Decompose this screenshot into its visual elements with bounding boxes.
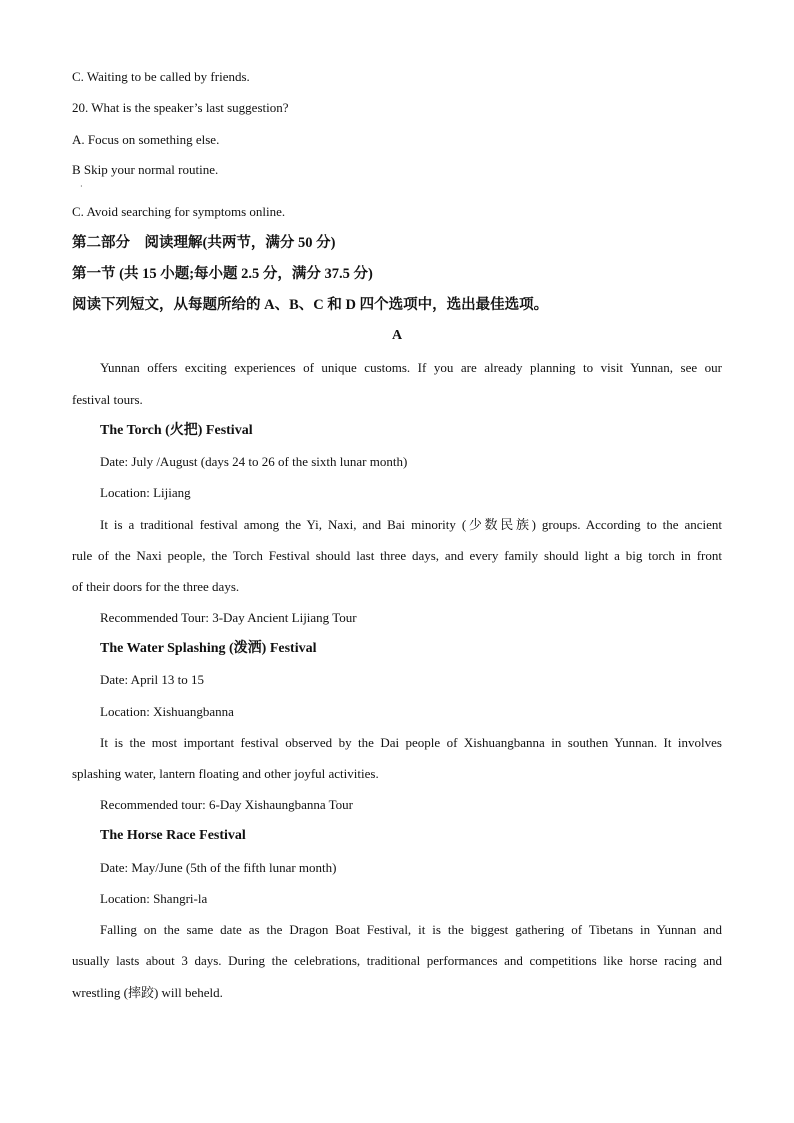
festival-date: Date: April 13 to 15: [100, 672, 204, 687]
festival-date: Date: May/June (5th of the fifth lunar month): [100, 860, 337, 875]
q20-stem: 20. What is the speaker’s last suggestion?: [72, 100, 289, 115]
festival-description: of their doors for the three days.: [72, 579, 240, 594]
festival-heading: The Horse Race Festival: [100, 828, 246, 843]
festival-location: Location: Lijiang: [100, 485, 191, 500]
stray-dot-mark: ·: [80, 182, 83, 191]
festival-heading: The Water Splashing (泼洒) Festival: [100, 641, 317, 656]
festival-date: Date: July /August (days 24 to 26 of the sixth lunar month): [100, 454, 408, 469]
q20-option-a: A. Focus on something else.: [72, 132, 220, 147]
festival-description: wrestling (摔跤) will beheld.: [72, 985, 223, 1000]
festival-location: Location: Shangri-la: [100, 891, 208, 906]
passage-intro-line: Yunnan offers exciting experiences of unique customs. If you are already planning to visit Yunnan, see our: [100, 360, 722, 375]
festival-description: splashing water, lantern floating and other joyful activities.: [72, 766, 379, 781]
festival-description: usually lasts about 3 days. During the celebrations, traditional performances and competitions like horse racing and: [72, 953, 722, 968]
festival-description: It is the most important festival observed by the Dai people of Xishuangbanna in southen Yunnan. It involves: [100, 735, 722, 750]
q20-option-b: B Skip your normal routine.: [72, 162, 219, 177]
passage-intro-line: festival tours.: [72, 392, 143, 407]
festival-tour: Recommended tour: 6-Day Xishaungbanna Tour: [100, 797, 354, 812]
festival-description: rule of the Naxi people, the Torch Festival should last three days, and every family should light a big torch in front: [72, 548, 722, 563]
festival-location: Location: Xishuangbanna: [100, 704, 234, 719]
festival-tour: Recommended Tour: 3-Day Ancient Lijiang Tour: [100, 610, 357, 625]
festival-heading: The Torch (火把) Festival: [100, 423, 253, 438]
festival-description: It is a traditional festival among the Yi, Naxi, and Bai minority (少数民族) groups. According to the ancient: [100, 517, 722, 532]
part-title: 第二部分 阅读理解(共两节，满分 50 分): [72, 235, 336, 251]
passage-label: A: [391, 328, 403, 343]
reading-instructions: 阅读下列短文，从每题所给的 A、B、C 和 D 四个选项中，选出最佳选项。: [72, 297, 549, 313]
q20-option-c: C. Avoid searching for symptoms online.: [72, 204, 286, 219]
festival-description: Falling on the same date as the Dragon Boat Festival, it is the biggest gathering of Tibetans in Yunnan and: [100, 922, 722, 937]
q19-option-c: C. Waiting to be called by friends.: [72, 69, 250, 84]
section-title: 第一节 (共 15 小题;每小题 2.5 分，满分 37.5 分): [72, 266, 373, 282]
